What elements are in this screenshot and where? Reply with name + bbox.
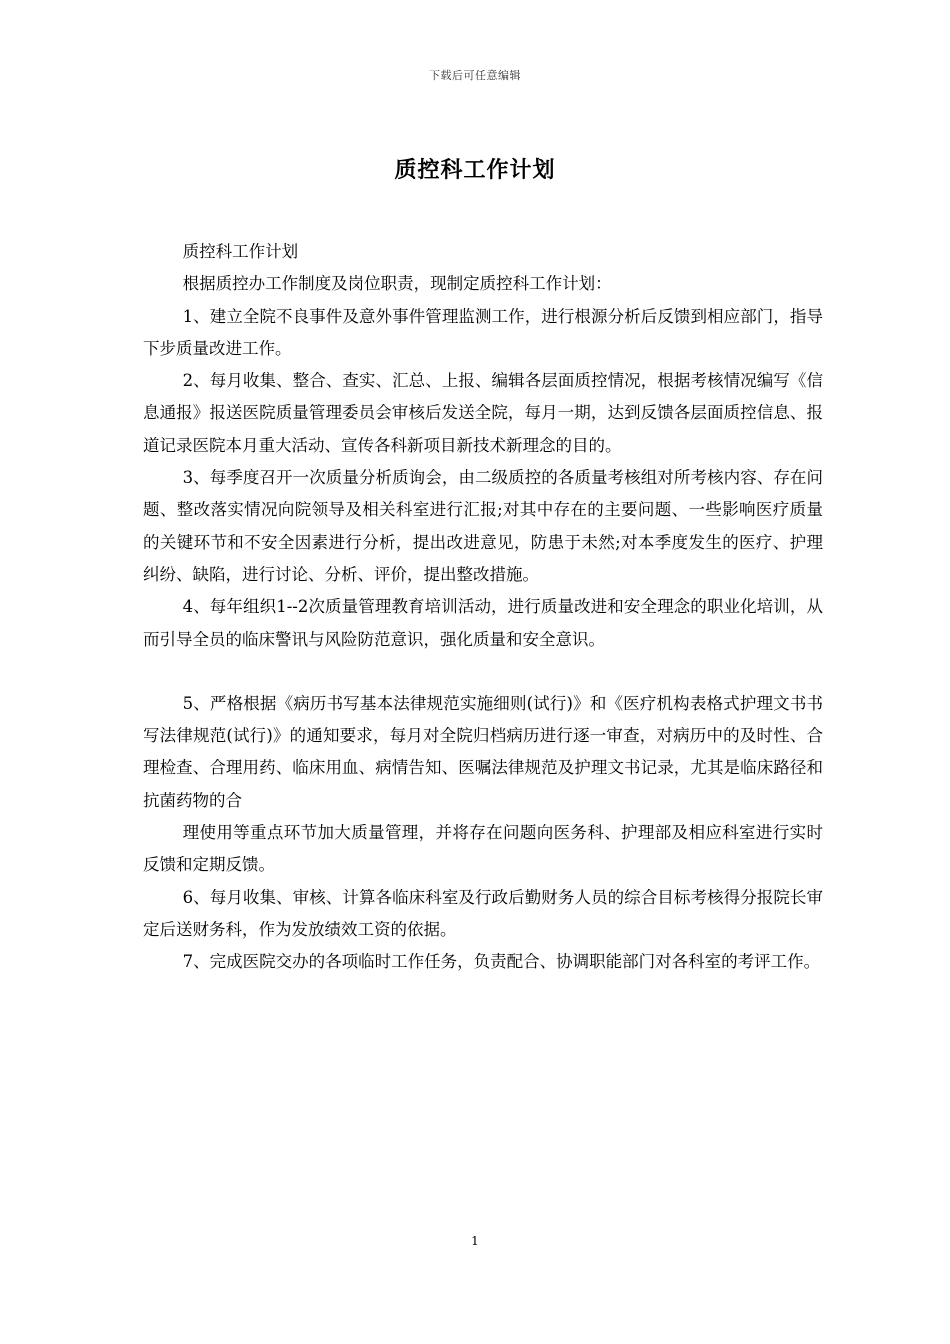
paragraph-subtitle: 质控科工作计划	[182, 242, 299, 261]
paragraph-item-5-continued: 理使用等重点环节加大质量管理，并将存在问题向医务科、护理部及相应科室进行实时反馈和定期反馈。	[143, 823, 823, 875]
document-title: 质控科工作计划	[394, 157, 556, 183]
paragraph-item-3: 3、每季度召开一次质量分析质询会，由二级质控的各质量考核组对所考核内容、存在问题、整改落实情况向院领导及相关科室进行汇报;对其中存在的主要问题、一些影响医疗质量的关键环节和不安全因素进行分析，提出改进意见，防患于未然;对本季度发生的医疗、护理纠纷、缺陷，进行讨论、分析、评价，提出整改措施。	[143, 468, 823, 584]
paragraph-intro: 根据质控办工作制度及岗位职责，现制定质控科工作计划：	[182, 274, 612, 294]
header-note: 下载后可任意编辑	[429, 69, 521, 82]
paragraph-item-2: 2、每月收集、整合、查实、汇总、上报、编辑各层面质控情况，根据考核情况编写《信息通报》报送医院质量管理委员会审核后发送全院，每月一期，达到反馈各层面质控信息、报道记录医院本月重大活动、宣传各科新项目新技术新理念的目的。	[143, 371, 823, 455]
paragraph-item-4: 4、每年组织1--2次质量管理教育培训活动，进行质量改进和安全理念的职业化培训，从而引导全员的临床警讯与风险防范意识，强化质量和安全意识。	[143, 597, 823, 649]
document-body	[143, 236, 823, 979]
paragraph-item-5: 5、严格根据《病历书写基本法律规范实施细则(试行)》和《医疗机构表格式护理文书书写法律规范(试行)》的通知要求，每月对全院归档病历进行逐一审查，对病历中的及时性、合理检查、合理用药、临床用血、病情告知、医嘱法律规范及护理文书记录，尤其是临床路径和抗菌药物的合	[143, 693, 823, 810]
page-number: 1	[471, 1234, 479, 1248]
paragraph-item-7: 7、完成医院交办的各项临时工作任务，负责配合、协调职能部门对各科室的考评工作。	[182, 952, 821, 972]
paragraph-item-1: 1、建立全院不良事件及意外事件管理监测工作，进行根源分析后反馈到相应部门，指导下步质量改进工作。	[143, 306, 823, 358]
paragraph-item-6: 6、每月收集、审核、计算各临床科室及行政后勤财务人员的综合目标考核得分报院长审定后送财务科，作为发放绩效工资的依据。	[143, 887, 823, 939]
